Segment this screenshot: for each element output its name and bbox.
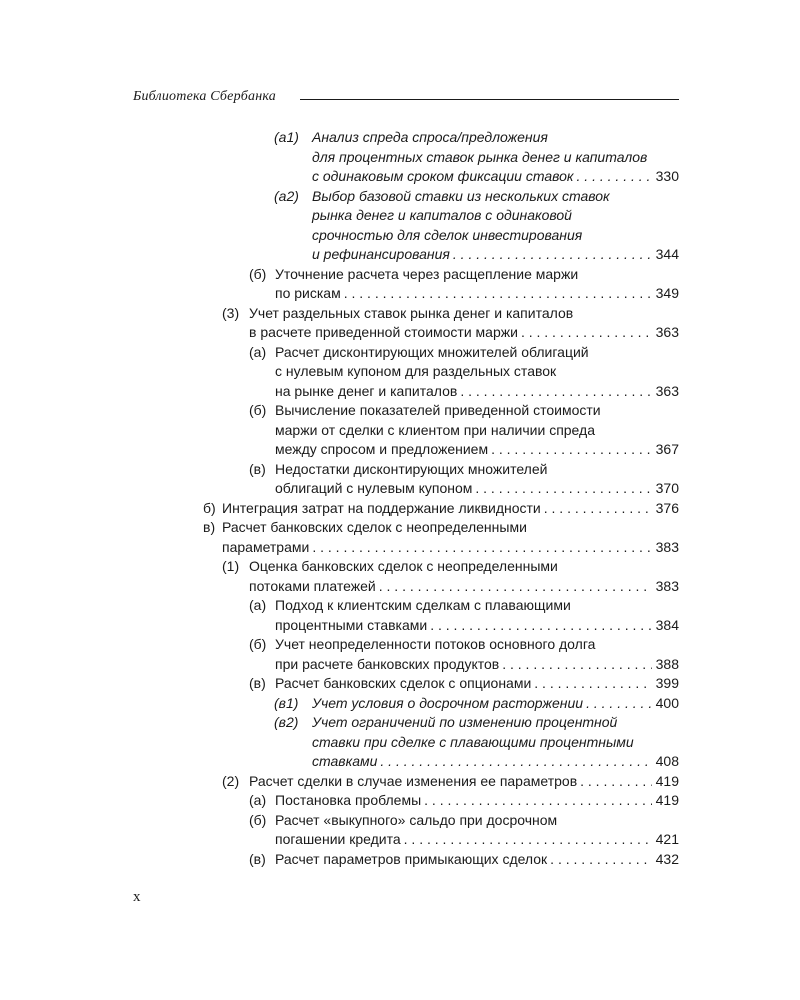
toc-entry-last-line (275, 850, 679, 870)
dot-leader (421, 791, 652, 811)
toc-entry-page: 349 (655, 285, 679, 301)
toc-entry-text: Недостатки дисконтирующих множителей (275, 460, 548, 477)
toc-entry-text: Учет ограничений по изменению процентной (312, 714, 618, 730)
toc-entry-page: 363 (655, 382, 679, 399)
dot-leader (376, 577, 652, 597)
toc-entry-marker: (а) (249, 792, 267, 808)
toc-entry-text: Учет неопределенности потоков основного долга (275, 636, 596, 652)
toc-entry-page: 408 (655, 753, 679, 769)
toc-entry-text: ставками (312, 753, 378, 769)
toc-entry-marker: (б) (249, 636, 267, 652)
toc-entry-marker: (а) (249, 597, 267, 613)
toc-entry-marker: (в2) (274, 714, 299, 730)
toc-entry-text: на рынке денег и капиталов (275, 382, 458, 399)
toc-entry-text: с одинаковым сроком фиксации ставок (312, 168, 574, 184)
toc-entry-page: 383 (655, 538, 679, 555)
toc-entry-text: Выбор базовой ставки из нескольких ставок (312, 187, 610, 204)
dot-leader (341, 284, 652, 304)
toc-entry-text: при расчете банковских продуктов (275, 655, 500, 672)
toc-entry-last-line (312, 752, 679, 772)
toc-entry-last-line (312, 167, 679, 187)
toc-entry-text: Расчет банковских сделок с опционами (275, 675, 532, 691)
toc-entry-page: 383 (655, 577, 679, 594)
toc-entry-marker: (в) (249, 675, 266, 691)
toc-entry-text: Постановка проблемы (275, 792, 422, 808)
toc-entry-text: в расчете приведенной стоимости маржи (249, 324, 518, 340)
toc-entry-text: ставки при сделке с плавающими процентными (312, 733, 634, 750)
toc-entry-text: между спросом и предложением (275, 441, 489, 457)
toc-entry-page: 330 (655, 168, 679, 184)
dot-leader (450, 245, 652, 265)
dot-leader (518, 323, 652, 343)
toc-entry-text: с нулевым купоном для раздельных ставок (275, 363, 557, 379)
dot-leader (488, 440, 652, 460)
dot-leader (547, 850, 651, 870)
toc-entry-last-line (312, 694, 679, 714)
toc-entry-text: Учет раздельных ставок рынка денег и капиталов (249, 304, 574, 321)
toc-entry-page: 388 (655, 655, 679, 672)
toc-entry-marker: б) (203, 499, 216, 516)
toc-entry-marker: (а1) (274, 129, 299, 145)
toc-entry-page: 399 (655, 675, 679, 691)
dot-leader (574, 167, 652, 187)
toc-entry-text: для процентных ставок рынка денег и капиталов (312, 148, 648, 165)
dot-leader (401, 830, 652, 850)
toc-entry-marker: (б) (249, 402, 267, 418)
toc-entry-text: Интеграция затрат на поддержание ликвидности (222, 499, 541, 516)
toc-entry-page: 419 (655, 772, 679, 789)
toc-entry-marker: (в) (249, 850, 266, 867)
toc-entry-page: 376 (655, 499, 679, 516)
dot-leader (457, 382, 651, 402)
toc-entry-marker: (3) (222, 304, 240, 321)
toc-entry-text: процентными ставками (275, 616, 428, 633)
dot-leader (472, 479, 651, 499)
toc-entry-marker: (в1) (274, 694, 299, 711)
toc-entry-text: Подход к клиентским сделкам с плавающими (275, 597, 571, 613)
toc-entry-page: 370 (655, 480, 679, 496)
toc-entry-marker: (1) (222, 558, 240, 574)
toc-entry-page: 367 (655, 441, 679, 457)
running-header-title: Библиотека Сбербанка (133, 89, 276, 104)
toc-entry-last-line (275, 830, 679, 850)
dot-leader (499, 655, 651, 675)
toc-entry-last-line (249, 772, 679, 792)
toc-entry-text: срочностью для сделок инвестирования (312, 226, 583, 243)
dot-leader (427, 616, 651, 636)
toc-entry-text: Учет условия о досрочном расторжении (312, 694, 584, 711)
toc-entry-text: и рефинансирования (312, 246, 450, 262)
toc-entry-marker: (в) (249, 460, 266, 477)
toc-entry-text: Анализ спреда спроса/предложения (312, 129, 548, 145)
toc-entry-page: 400 (655, 694, 679, 711)
toc-entry-text: Расчет банковских сделок с неопределенными (222, 519, 527, 535)
toc-entry-last-line (275, 674, 679, 694)
running-header (133, 88, 679, 108)
toc-entry-marker: (б) (249, 811, 267, 828)
toc-entry-text: Расчет сделки в случае изменения ее параметров (249, 772, 578, 789)
header-rule (300, 99, 679, 100)
dot-leader (377, 752, 651, 772)
page-number: x (133, 889, 141, 905)
toc-entry-marker: в) (203, 519, 216, 535)
toc-entry-last-line (275, 791, 679, 811)
dot-leader (577, 772, 652, 792)
toc-entry-last-line (275, 655, 679, 675)
toc-entry-text: Расчет «выкупного» сальдо при досрочном (275, 811, 558, 828)
toc-entry-last-line (249, 323, 679, 343)
toc-entry-page: 384 (655, 616, 679, 633)
toc-entry-last-line (222, 538, 679, 558)
toc-entry-last-line (275, 479, 679, 499)
toc-entry-marker: (а2) (274, 187, 299, 204)
dot-leader (309, 538, 651, 558)
toc-entry-last-line (275, 440, 679, 460)
toc-entry-page: 432 (655, 850, 679, 867)
toc-entry-text: потоками платежей (249, 577, 376, 594)
toc-entry-page: 421 (655, 831, 679, 847)
toc-entry-text: рынка денег и капиталов с одинаковой (312, 207, 572, 223)
toc-entry-last-line (222, 499, 679, 519)
dot-leader (583, 694, 652, 714)
toc-entry-last-line (275, 284, 679, 304)
dot-leader (541, 499, 652, 519)
toc-entry-text: Уточнение расчета через расщепление маржи (275, 265, 579, 282)
toc-entry-text: Расчет дисконтирующих множителей облигаций (275, 343, 589, 360)
toc-entry-last-line (275, 616, 679, 636)
toc-entry-text: Вычисление показателей приведенной стоимости (275, 402, 601, 418)
toc-entry-text: облигаций с нулевым купоном (275, 480, 473, 496)
toc-entry-text: маржи от сделки с клиентом при наличии спреда (275, 421, 595, 438)
toc-entry-page: 363 (655, 324, 679, 340)
dot-leader (531, 674, 651, 694)
toc-entry-text: Расчет параметров примыкающих сделок (275, 850, 548, 867)
toc-entry-last-line (312, 245, 679, 265)
toc-entry-last-line (249, 577, 679, 597)
toc-entry-marker: (б) (249, 265, 267, 282)
toc-entry-text: параметрами (222, 538, 310, 555)
toc-entry-last-line (275, 382, 679, 402)
toc-entry-marker: (2) (222, 772, 240, 789)
toc-entry-page: 344 (655, 246, 679, 262)
toc-entry-marker: (а) (249, 343, 267, 360)
toc-entry-text: погашении кредита (275, 831, 401, 847)
toc-entry-text: по рискам (275, 285, 341, 301)
toc-entry-text: Оценка банковских сделок с неопределенными (249, 558, 558, 574)
toc-entry-page: 419 (655, 792, 679, 808)
